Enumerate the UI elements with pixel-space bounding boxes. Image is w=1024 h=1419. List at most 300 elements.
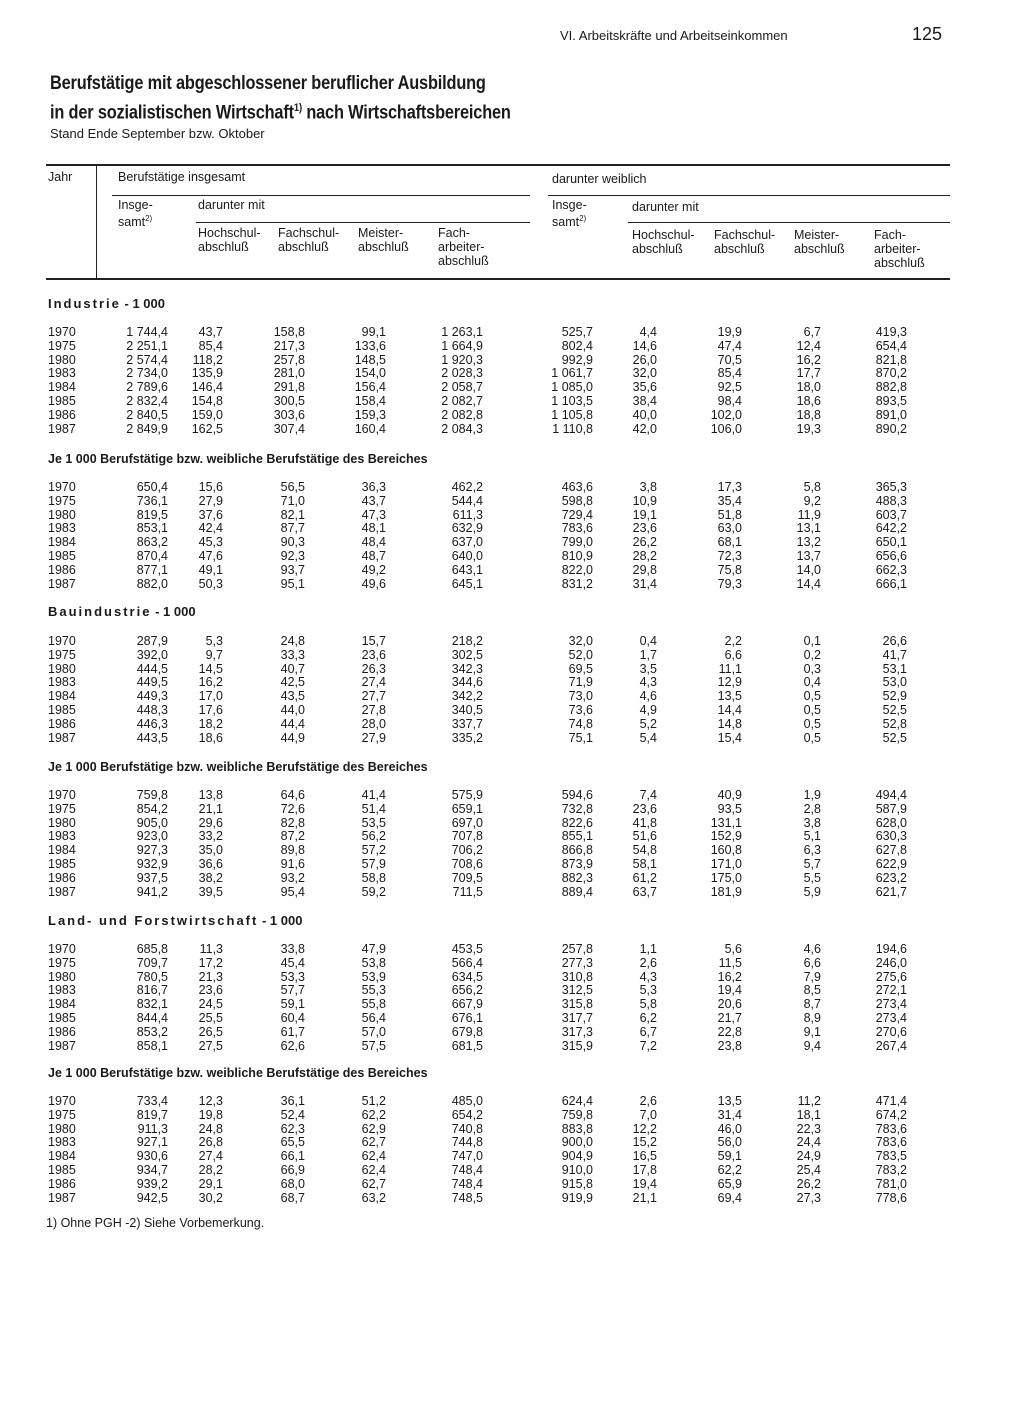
cell-hochschul: 27,9 bbox=[198, 493, 223, 508]
cell-female-fachschul: 75,8 bbox=[717, 562, 742, 577]
cell-total: 927,3 bbox=[136, 843, 168, 858]
cell-female-total: 75,1 bbox=[568, 730, 593, 745]
cell-total: 937,5 bbox=[136, 870, 168, 885]
section-title bbox=[48, 296, 165, 311]
table-row bbox=[0, 703, 1024, 717]
cell-female-meister: 22,3 bbox=[796, 1121, 821, 1136]
cell-year: 1985 bbox=[48, 1011, 76, 1025]
cell-female-fachschul: 92,5 bbox=[717, 380, 742, 395]
cell-year: 1980 bbox=[48, 352, 76, 367]
cell-year: 1970 bbox=[48, 942, 76, 956]
cell-female-facharbeiter: 603,7 bbox=[875, 507, 907, 522]
col-header-darunter-mit-female: darunter mit bbox=[632, 200, 699, 214]
cell-total: 870,4 bbox=[136, 549, 168, 563]
cell-year: 1985 bbox=[48, 1163, 76, 1177]
cell-facharbeiter: 667,9 bbox=[451, 997, 483, 1012]
cell-female-facharbeiter: 778,6 bbox=[875, 1190, 907, 1205]
cell-meister: 160,4 bbox=[354, 421, 386, 436]
cell-female-fachschul: 72,3 bbox=[717, 549, 742, 563]
table-row bbox=[0, 648, 1024, 662]
cell-female-total: 310,8 bbox=[561, 969, 593, 984]
table-row bbox=[0, 956, 1024, 970]
cell-female-meister: 13,7 bbox=[796, 549, 821, 563]
title-line-2-main: in der sozialistischen Wirtschaft bbox=[50, 102, 294, 124]
cell-facharbeiter: 2 082,8 bbox=[441, 407, 483, 422]
cell-meister: 48,7 bbox=[361, 549, 386, 563]
cell-meister: 57,5 bbox=[361, 1038, 386, 1053]
cell-total: 911,3 bbox=[137, 1121, 168, 1136]
cell-year: 1983 bbox=[48, 983, 76, 998]
cell-female-hochschul: 10,9 bbox=[632, 493, 657, 508]
cell-total: 448,3 bbox=[136, 703, 168, 717]
subsection-title: Je 1 000 Berufstätige bzw. weibliche Berufstätige des Bereiches bbox=[48, 1066, 428, 1080]
section-unit: - 1 000 bbox=[120, 296, 165, 311]
cell-female-total: 1 061,7 bbox=[551, 366, 593, 381]
cell-female-facharbeiter: 783,6 bbox=[875, 1135, 907, 1150]
cell-female-hochschul: 42,0 bbox=[632, 421, 657, 436]
cell-female-total: 69,5 bbox=[568, 661, 593, 676]
col-header-meister: Meister- abschluß bbox=[358, 226, 409, 254]
cell-female-meister: 0,5 bbox=[803, 716, 821, 731]
col-header-facharbeiter: Fach- arbeiter- abschluß bbox=[438, 226, 489, 268]
cell-female-meister: 24,4 bbox=[796, 1135, 821, 1150]
table-row bbox=[0, 521, 1024, 535]
cell-fachschul: 291,8 bbox=[273, 380, 305, 395]
cell-female-fachschul: 69,4 bbox=[717, 1190, 742, 1205]
cell-female-facharbeiter: 630,3 bbox=[875, 829, 907, 844]
cell-female-total: 889,4 bbox=[561, 884, 593, 899]
cell-female-fachschul: 6,6 bbox=[724, 647, 742, 662]
cell-female-fachschul: 152,9 bbox=[710, 829, 742, 844]
table-row bbox=[0, 1163, 1024, 1177]
cell-meister: 55,8 bbox=[361, 997, 386, 1012]
cell-meister: 23,6 bbox=[361, 647, 386, 662]
table-row bbox=[0, 1191, 1024, 1205]
cell-total: 863,2 bbox=[136, 535, 168, 550]
cell-hochschul: 21,3 bbox=[198, 969, 223, 984]
cell-female-meister: 9,2 bbox=[803, 493, 821, 508]
rule-darunter-mit-total bbox=[196, 222, 530, 223]
cell-fachschul: 303,6 bbox=[273, 407, 305, 422]
top-rule bbox=[46, 164, 950, 166]
cell-female-fachschul: 68,1 bbox=[717, 535, 742, 550]
cell-fachschul: 44,0 bbox=[280, 703, 305, 717]
table-row bbox=[0, 1122, 1024, 1136]
cell-fachschul: 93,2 bbox=[280, 870, 305, 885]
cell-hochschul: 5,3 bbox=[205, 634, 223, 648]
col-header-fachschul: Fachschul- abschluß bbox=[278, 226, 340, 254]
cell-female-fachschul: 171,0 bbox=[710, 857, 742, 871]
cell-fachschul: 45,4 bbox=[280, 955, 305, 970]
cell-total: 2 734,0 bbox=[126, 366, 168, 381]
cell-total: 759,8 bbox=[136, 788, 168, 802]
cell-female-hochschul: 4,9 bbox=[639, 703, 657, 717]
cell-facharbeiter: 748,5 bbox=[451, 1190, 483, 1205]
title-line-2 bbox=[50, 96, 511, 125]
cell-fachschul: 91,6 bbox=[280, 857, 305, 871]
cell-female-meister: 18,0 bbox=[796, 380, 821, 395]
cell-female-total: 1 085,0 bbox=[551, 380, 593, 395]
cell-fachschul: 33,8 bbox=[280, 942, 305, 956]
cell-hochschul: 12,3 bbox=[198, 1094, 223, 1108]
cell-female-facharbeiter: 52,8 bbox=[882, 716, 907, 731]
cell-year: 1986 bbox=[48, 407, 76, 422]
cell-total: 443,5 bbox=[136, 730, 168, 745]
cell-total: 932,9 bbox=[136, 857, 168, 871]
cell-meister: 99,1 bbox=[361, 325, 386, 339]
table-row bbox=[0, 549, 1024, 563]
cell-year: 1970 bbox=[48, 325, 76, 339]
cell-total: 2 574,4 bbox=[126, 352, 168, 367]
cell-meister: 27,7 bbox=[361, 689, 386, 704]
cell-female-meister: 8,7 bbox=[803, 997, 821, 1012]
cell-female-facharbeiter: 246,0 bbox=[875, 955, 907, 970]
cell-fachschul: 158,8 bbox=[273, 325, 305, 339]
cell-year: 1980 bbox=[48, 661, 76, 676]
cell-female-facharbeiter: 654,4 bbox=[875, 338, 907, 353]
cell-female-hochschul: 23,6 bbox=[632, 801, 657, 816]
cell-female-hochschul: 51,6 bbox=[632, 829, 657, 844]
cell-female-total: 831,2 bbox=[561, 576, 593, 591]
cell-year: 1970 bbox=[48, 1094, 76, 1108]
cell-facharbeiter: 707,8 bbox=[451, 829, 483, 844]
cell-facharbeiter: 645,1 bbox=[451, 576, 483, 591]
table-row bbox=[0, 339, 1024, 353]
cell-meister: 27,8 bbox=[361, 703, 386, 717]
cell-female-fachschul: 14,8 bbox=[717, 716, 742, 731]
cell-year: 1987 bbox=[48, 576, 76, 591]
cell-facharbeiter: 611,3 bbox=[452, 507, 483, 522]
cell-female-hochschul: 19,4 bbox=[632, 1176, 657, 1191]
insgesamt-label: Insge- samt bbox=[118, 198, 153, 230]
cell-hochschul: 35,0 bbox=[198, 843, 223, 858]
cell-female-facharbeiter: 783,5 bbox=[875, 1149, 907, 1164]
cell-female-facharbeiter: 783,2 bbox=[875, 1163, 907, 1177]
cell-meister: 62,4 bbox=[361, 1149, 386, 1164]
cell-female-hochschul: 7,0 bbox=[639, 1107, 657, 1122]
cell-meister: 41,4 bbox=[361, 788, 386, 802]
cell-fachschul: 59,1 bbox=[280, 997, 305, 1012]
table-row bbox=[0, 885, 1024, 899]
cell-female-hochschul: 2,6 bbox=[639, 955, 657, 970]
cell-year: 1975 bbox=[48, 955, 76, 970]
cell-year: 1987 bbox=[48, 1038, 76, 1053]
table-row bbox=[0, 717, 1024, 731]
cell-female-meister: 11,9 bbox=[797, 507, 821, 522]
cell-total: 816,7 bbox=[136, 983, 168, 998]
cell-female-total: 73,0 bbox=[568, 689, 593, 704]
cell-hochschul: 38,2 bbox=[198, 870, 223, 885]
cell-year: 1986 bbox=[48, 870, 76, 885]
cell-female-hochschul: 7,4 bbox=[639, 788, 657, 802]
cell-hochschul: 37,6 bbox=[198, 507, 223, 522]
cell-fachschul: 89,8 bbox=[280, 843, 305, 858]
table-row bbox=[0, 408, 1024, 422]
cell-female-facharbeiter: 53,1 bbox=[882, 661, 907, 676]
cell-year: 1984 bbox=[48, 535, 76, 550]
cell-facharbeiter: 2 058,7 bbox=[441, 380, 483, 395]
cell-fachschul: 53,3 bbox=[280, 969, 305, 984]
cell-facharbeiter: 640,0 bbox=[451, 549, 483, 563]
cell-female-hochschul: 17,8 bbox=[632, 1163, 657, 1177]
cell-hochschul: 29,6 bbox=[198, 815, 223, 830]
table-subtitle: Stand Ende September bzw. Oktober bbox=[50, 126, 265, 141]
cell-female-fachschul: 11,1 bbox=[718, 661, 742, 676]
cell-fachschul: 90,3 bbox=[280, 535, 305, 550]
table-row bbox=[0, 535, 1024, 549]
cell-total: 882,0 bbox=[136, 576, 168, 591]
section-title bbox=[48, 913, 302, 928]
cell-female-fachschul: 2,2 bbox=[724, 634, 742, 648]
cell-facharbeiter: 744,8 bbox=[451, 1135, 483, 1150]
cell-female-total: 822,0 bbox=[561, 562, 593, 577]
cell-female-facharbeiter: 275,6 bbox=[875, 969, 907, 984]
cell-fachschul: 93,7 bbox=[280, 562, 305, 577]
cell-female-facharbeiter: 52,5 bbox=[882, 730, 907, 745]
cell-fachschul: 68,7 bbox=[280, 1190, 305, 1205]
cell-facharbeiter: 544,4 bbox=[451, 493, 483, 508]
cell-fachschul: 281,0 bbox=[273, 366, 305, 381]
cell-female-fachschul: 31,4 bbox=[717, 1107, 742, 1122]
cell-female-meister: 13,2 bbox=[796, 535, 821, 550]
cell-female-facharbeiter: 272,1 bbox=[875, 983, 907, 998]
cell-fachschul: 56,5 bbox=[280, 480, 305, 494]
table-row bbox=[0, 494, 1024, 508]
cell-female-meister: 17,7 bbox=[796, 366, 821, 381]
table-row bbox=[0, 970, 1024, 984]
cell-year: 1986 bbox=[48, 716, 76, 731]
table-row bbox=[0, 563, 1024, 577]
col-header-fachschul-female: Fachschul- abschluß bbox=[714, 228, 776, 256]
table-row bbox=[0, 577, 1024, 591]
cell-total: 853,1 bbox=[136, 521, 168, 536]
cell-fachschul: 300,5 bbox=[273, 394, 305, 408]
cell-hochschul: 30,2 bbox=[198, 1190, 223, 1205]
cell-hochschul: 159,0 bbox=[191, 407, 223, 422]
cell-female-total: 52,0 bbox=[568, 647, 593, 662]
cell-total: 832,1 bbox=[136, 997, 168, 1012]
cell-fachschul: 57,7 bbox=[280, 983, 305, 998]
cell-female-hochschul: 5,2 bbox=[639, 716, 657, 731]
cell-female-hochschul: 1,7 bbox=[639, 647, 657, 662]
table-row bbox=[0, 829, 1024, 843]
cell-female-facharbeiter: 650,1 bbox=[875, 535, 907, 550]
cell-hochschul: 23,6 bbox=[198, 983, 223, 998]
rule-total-group bbox=[112, 195, 530, 196]
col-group-total: Berufstätige insgesamt bbox=[118, 170, 246, 184]
cell-female-hochschul: 14,6 bbox=[632, 338, 657, 353]
table-row bbox=[0, 1177, 1024, 1191]
cell-female-facharbeiter: 621,7 bbox=[875, 884, 907, 899]
cell-female-hochschul: 32,0 bbox=[632, 366, 657, 381]
table-row bbox=[0, 394, 1024, 408]
cell-female-fachschul: 21,7 bbox=[717, 1011, 742, 1025]
cell-meister: 15,7 bbox=[361, 634, 386, 648]
cell-female-fachschul: 23,8 bbox=[717, 1038, 742, 1053]
cell-female-total: 915,8 bbox=[561, 1176, 593, 1191]
cell-year: 1986 bbox=[48, 1176, 76, 1191]
cell-total: 444,5 bbox=[136, 661, 168, 676]
col-header-hochschul: Hochschul- abschluß bbox=[198, 226, 261, 254]
cell-female-meister: 0,5 bbox=[803, 689, 821, 704]
cell-female-meister: 16,2 bbox=[796, 352, 821, 367]
cell-facharbeiter: 485,0 bbox=[451, 1094, 483, 1108]
cell-facharbeiter: 2 084,3 bbox=[441, 421, 483, 436]
cell-female-hochschul: 31,4 bbox=[632, 576, 657, 591]
cell-total: 939,2 bbox=[136, 1176, 168, 1191]
cell-meister: 43,7 bbox=[361, 493, 386, 508]
cell-female-meister: 0,5 bbox=[803, 730, 821, 745]
cell-female-hochschul: 1,1 bbox=[639, 942, 657, 956]
cell-meister: 59,2 bbox=[361, 884, 386, 899]
cell-female-facharbeiter: 365,3 bbox=[875, 480, 907, 494]
cell-meister: 48,1 bbox=[361, 521, 386, 536]
cell-fachschul: 95,4 bbox=[280, 884, 305, 899]
cell-meister: 28,0 bbox=[361, 716, 386, 731]
cell-total: 819,7 bbox=[136, 1107, 168, 1122]
table-row bbox=[0, 1094, 1024, 1108]
cell-female-meister: 9,4 bbox=[803, 1038, 821, 1053]
cell-facharbeiter: 697,0 bbox=[451, 815, 483, 830]
cell-facharbeiter: 453,5 bbox=[451, 942, 483, 956]
cell-total: 449,5 bbox=[136, 675, 168, 690]
cell-meister: 154,0 bbox=[354, 366, 386, 381]
cell-hochschul: 17,6 bbox=[198, 703, 223, 717]
cell-female-fachschul: 98,4 bbox=[717, 394, 742, 408]
cell-female-total: 315,8 bbox=[561, 997, 593, 1012]
cell-female-total: 866,8 bbox=[561, 843, 593, 858]
cell-fachschul: 43,5 bbox=[280, 689, 305, 704]
cell-female-hochschul: 29,8 bbox=[632, 562, 657, 577]
cell-female-fachschul: 131,1 bbox=[710, 815, 742, 830]
cell-meister: 53,8 bbox=[361, 955, 386, 970]
cell-facharbeiter: 2 028,3 bbox=[441, 366, 483, 381]
cell-female-total: 315,9 bbox=[561, 1038, 593, 1053]
cell-facharbeiter: 342,3 bbox=[451, 661, 483, 676]
cell-facharbeiter: 706,2 bbox=[451, 843, 483, 858]
cell-female-total: 312,5 bbox=[561, 983, 593, 998]
cell-total: 853,2 bbox=[136, 1024, 168, 1039]
cell-fachschul: 61,7 bbox=[280, 1024, 305, 1039]
cell-female-meister: 18,1 bbox=[796, 1107, 821, 1122]
cell-total: 934,7 bbox=[136, 1163, 168, 1177]
cell-female-facharbeiter: 783,6 bbox=[875, 1121, 907, 1136]
cell-hochschul: 146,4 bbox=[191, 380, 223, 395]
table-row bbox=[0, 1135, 1024, 1149]
cell-female-total: 1 110,8 bbox=[552, 421, 593, 436]
cell-year: 1984 bbox=[48, 843, 76, 858]
cell-facharbeiter: 337,7 bbox=[451, 716, 483, 731]
section-name: Land- und Forstwirtschaft bbox=[48, 913, 259, 928]
rule-darunter-mit-female bbox=[628, 222, 950, 223]
cell-female-fachschul: 160,8 bbox=[710, 843, 742, 858]
section-unit: - 1 000 bbox=[151, 604, 196, 619]
cell-total: 941,2 bbox=[136, 884, 168, 899]
cell-facharbeiter: 681,5 bbox=[451, 1038, 483, 1053]
cell-female-facharbeiter: 471,4 bbox=[875, 1094, 907, 1108]
cell-female-hochschul: 15,2 bbox=[632, 1135, 657, 1150]
cell-fachschul: 64,6 bbox=[280, 788, 305, 802]
cell-female-facharbeiter: 273,4 bbox=[875, 1011, 907, 1025]
cell-female-total: 257,8 bbox=[561, 942, 593, 956]
cell-meister: 26,3 bbox=[361, 661, 386, 676]
cell-female-total: 624,4 bbox=[561, 1094, 593, 1108]
cell-year: 1984 bbox=[48, 997, 76, 1012]
cell-meister: 51,4 bbox=[361, 801, 386, 816]
cell-year: 1980 bbox=[48, 1121, 76, 1136]
cell-female-total: 732,8 bbox=[561, 801, 593, 816]
cell-meister: 57,0 bbox=[361, 1024, 386, 1039]
cell-female-fachschul: 13,5 bbox=[717, 689, 742, 704]
cell-meister: 56,4 bbox=[361, 1011, 386, 1025]
col-header-hochschul-female: Hochschul- abschluß bbox=[632, 228, 695, 256]
cell-fachschul: 60,4 bbox=[280, 1011, 305, 1025]
cell-year: 1980 bbox=[48, 507, 76, 522]
cell-female-total: 759,8 bbox=[561, 1107, 593, 1122]
cell-female-hochschul: 35,6 bbox=[632, 380, 657, 395]
cell-female-meister: 14,0 bbox=[796, 562, 821, 577]
cell-year: 1970 bbox=[48, 480, 76, 494]
cell-female-meister: 2,8 bbox=[803, 801, 821, 816]
cell-female-total: 71,9 bbox=[568, 675, 593, 690]
cell-female-meister: 24,9 bbox=[796, 1149, 821, 1164]
cell-fachschul: 257,8 bbox=[273, 352, 305, 367]
cell-female-fachschul: 181,9 bbox=[710, 884, 742, 899]
cell-facharbeiter: 708,6 bbox=[451, 857, 483, 871]
cell-female-meister: 6,3 bbox=[803, 843, 821, 858]
cell-facharbeiter: 218,2 bbox=[451, 634, 483, 648]
cell-female-meister: 19,3 bbox=[796, 421, 821, 436]
cell-hochschul: 42,4 bbox=[198, 521, 223, 536]
cell-female-total: 910,0 bbox=[561, 1163, 593, 1177]
cell-facharbeiter: 748,4 bbox=[451, 1163, 483, 1177]
insgesamt-footnote-mark: 2) bbox=[145, 214, 153, 223]
cell-female-meister: 8,5 bbox=[803, 983, 821, 998]
cell-female-total: 1 105,8 bbox=[551, 407, 593, 422]
cell-female-fachschul: 62,2 bbox=[717, 1163, 742, 1177]
title-line-1: Berufstätige mit abgeschlossener beruflicher Ausbildung bbox=[50, 73, 486, 94]
cell-facharbeiter: 637,0 bbox=[451, 535, 483, 550]
cell-female-total: 810,9 bbox=[561, 549, 593, 563]
cell-year: 1975 bbox=[48, 801, 76, 816]
cell-female-facharbeiter: 623,2 bbox=[875, 870, 907, 885]
cell-hochschul: 14,5 bbox=[198, 661, 223, 676]
cell-facharbeiter: 462,2 bbox=[451, 480, 483, 494]
cell-year: 1970 bbox=[48, 634, 76, 648]
cell-facharbeiter: 709,5 bbox=[451, 870, 483, 885]
cell-hochschul: 24,5 bbox=[198, 997, 223, 1012]
cell-female-hochschul: 0,4 bbox=[639, 634, 657, 648]
table-row bbox=[0, 1149, 1024, 1163]
cell-female-hochschul: 21,1 bbox=[632, 1190, 657, 1205]
table-row bbox=[0, 1108, 1024, 1122]
table-row bbox=[0, 997, 1024, 1011]
cell-year: 1975 bbox=[48, 1107, 76, 1122]
cell-facharbeiter: 676,1 bbox=[451, 1011, 483, 1025]
cell-year: 1983 bbox=[48, 366, 76, 381]
cell-facharbeiter: 566,4 bbox=[451, 955, 483, 970]
cell-female-meister: 7,9 bbox=[803, 969, 821, 984]
cell-fachschul: 36,1 bbox=[280, 1094, 305, 1108]
cell-female-fachschul: 20,6 bbox=[717, 997, 742, 1012]
cell-hochschul: 18,6 bbox=[198, 730, 223, 745]
section-name: Bauindustrie bbox=[48, 604, 152, 619]
cell-female-fachschul: 65,9 bbox=[717, 1176, 742, 1191]
table-row bbox=[0, 857, 1024, 871]
cell-female-facharbeiter: 674,2 bbox=[875, 1107, 907, 1122]
cell-female-meister: 13,1 bbox=[796, 521, 821, 536]
table-row bbox=[0, 942, 1024, 956]
